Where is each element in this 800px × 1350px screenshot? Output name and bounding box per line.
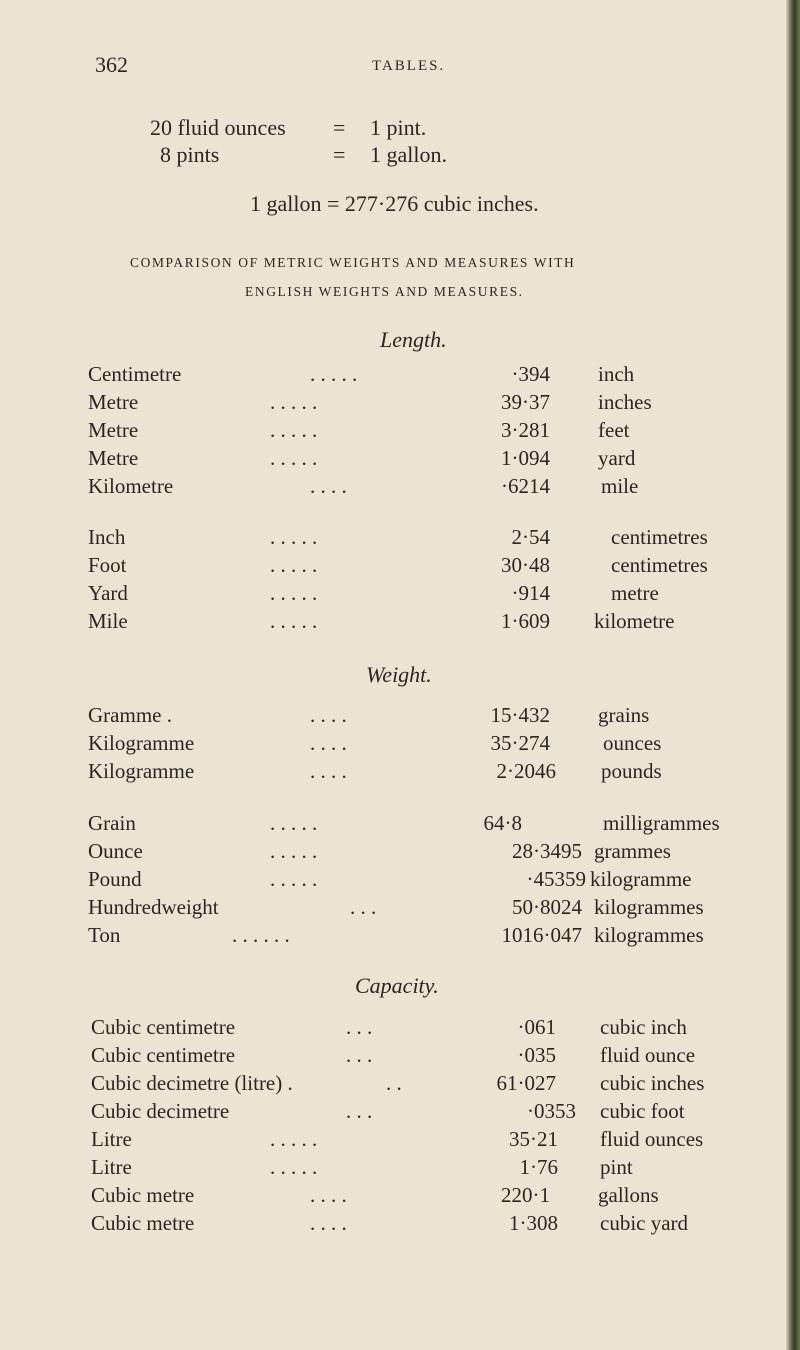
leader-dots: . . . . . — [270, 418, 318, 442]
leader-dots: . . . . . — [310, 362, 358, 386]
measure-value: 1016·047 — [501, 923, 582, 947]
equals-sign: = — [333, 142, 346, 167]
leader-dots: . . . . — [310, 703, 347, 727]
measure-value: 30·48 — [501, 553, 550, 577]
leader-dots: . . . . . — [270, 1127, 318, 1151]
leader-dots: . . . . . — [270, 446, 318, 470]
leader-dots: . . . . — [310, 1183, 347, 1207]
measure-value: 50·8024 — [512, 895, 582, 919]
measure-name: Pound — [88, 867, 142, 891]
measure-name: Cubic centimetre — [91, 1015, 236, 1039]
measure-name: Litre — [91, 1155, 132, 1179]
measure-name: Metre — [88, 446, 139, 470]
leader-dots: . . . . . — [270, 525, 318, 549]
measure-name: Gramme . — [88, 703, 172, 727]
section-title-capacity: Capacity. — [355, 973, 439, 998]
measure-value: 28·3495 — [512, 839, 582, 863]
leader-dots: . . . . . — [270, 553, 318, 577]
page-number: 362 — [95, 52, 128, 77]
leader-dots: . . — [386, 1071, 402, 1095]
measure-name: Cubic decimetre (litre) . — [91, 1071, 293, 1095]
measure-value: 1·76 — [519, 1155, 558, 1179]
leader-dots: . . . — [346, 1099, 373, 1123]
measure-value: ·035 — [517, 1043, 556, 1067]
measure-unit: centimetres — [611, 553, 708, 577]
leader-dots: . . . . . — [270, 867, 318, 891]
leader-dots: . . . . . — [270, 390, 318, 414]
equivalence-left: 20 fluid ounces — [150, 115, 286, 140]
measure-unit: grains — [598, 703, 650, 727]
measure-unit: metre — [611, 581, 659, 605]
measure-value: 3·281 — [501, 418, 550, 442]
measure-unit: fluid ounces — [600, 1127, 704, 1151]
measure-unit: cubic yard — [600, 1211, 689, 1235]
measure-name: Kilogramme — [88, 759, 195, 783]
measure-value: ·45359 — [526, 867, 586, 891]
measure-value: 2·2046 — [496, 759, 556, 783]
measure-name: Centimetre — [88, 362, 182, 386]
measure-unit: kilogramme — [590, 867, 692, 891]
measure-name: Inch — [88, 525, 126, 549]
leader-dots: . . . . . . — [232, 923, 290, 947]
measure-value: ·914 — [511, 581, 550, 605]
gallon-cubic-inches: 1 gallon = 277·276 cubic inches. — [250, 191, 539, 216]
leader-dots: . . . . — [310, 474, 347, 498]
measure-value: 35·274 — [490, 731, 550, 755]
measure-unit: cubic inches — [600, 1071, 705, 1095]
measure-name: Kilometre — [88, 474, 174, 498]
measure-value: ·061 — [517, 1015, 556, 1039]
measure-value: 1·308 — [509, 1211, 558, 1235]
measure-unit: kilogrammes — [594, 923, 704, 947]
measure-unit: kilogrammes — [594, 895, 704, 919]
equivalence-left: 8 pints — [160, 142, 220, 167]
measure-value: 15·432 — [490, 703, 550, 727]
measure-value: ·0353 — [527, 1099, 576, 1123]
leader-dots: . . . — [350, 895, 377, 919]
measure-unit: ounces — [603, 731, 662, 755]
measure-unit: pounds — [601, 759, 662, 783]
measure-unit: inch — [598, 362, 635, 386]
measure-unit: gallons — [598, 1183, 659, 1207]
equivalence-right: 1 pint. — [370, 115, 427, 140]
leader-dots: . . . . . — [270, 581, 318, 605]
measure-value: 1·094 — [501, 446, 550, 470]
measure-value: 1·609 — [501, 609, 550, 633]
measure-name: Litre — [91, 1127, 132, 1151]
measure-name: Ounce — [88, 839, 143, 863]
measure-value: 39·37 — [501, 390, 550, 414]
measure-name: Metre — [88, 390, 139, 414]
measure-name: Cubic centimetre — [91, 1043, 236, 1067]
measure-unit: milligrammes — [603, 811, 720, 835]
leader-dots: . . . . . — [270, 839, 318, 863]
measure-unit: yard — [598, 446, 636, 470]
measure-value: 64·8 — [483, 811, 522, 835]
section-title-weight: Weight. — [366, 662, 432, 687]
page-edge — [786, 0, 800, 1350]
measure-name: Metre — [88, 418, 139, 442]
measure-value: 61·027 — [496, 1071, 556, 1095]
measure-unit: fluid ounce — [600, 1043, 696, 1067]
section-title-length: Length. — [380, 327, 447, 352]
running-head: TABLES. — [372, 58, 446, 74]
measure-unit: inches — [598, 390, 652, 414]
equivalence-right: 1 gallon. — [370, 142, 447, 167]
leader-dots: . . . . — [310, 759, 347, 783]
comparison-heading-line-1: COMPARISON OF METRIC WEIGHTS AND MEASURES WITH — [130, 255, 576, 270]
measure-name: Yard — [88, 581, 128, 605]
measure-unit: feet — [598, 418, 630, 442]
measure-name: Cubic decimetre — [91, 1099, 230, 1123]
leader-dots: . . . . . — [270, 609, 318, 633]
measure-unit: pint — [600, 1155, 633, 1179]
measure-name: Grain — [88, 811, 136, 835]
measure-unit: cubic foot — [600, 1099, 685, 1123]
measure-value: 2·54 — [511, 525, 550, 549]
measure-name: Cubic metre — [91, 1211, 195, 1235]
measure-name: Kilogramme — [88, 731, 195, 755]
measure-value: 35·21 — [509, 1127, 558, 1151]
leader-dots: . . . . — [310, 1211, 347, 1235]
leader-dots: . . . . . — [270, 1155, 318, 1179]
measure-unit: centimetres — [611, 525, 708, 549]
leader-dots: . . . — [346, 1043, 373, 1067]
measure-name: Hundredweight — [88, 895, 219, 919]
leader-dots: . . . — [346, 1015, 373, 1039]
measure-unit: grammes — [594, 839, 671, 863]
measure-value: 220·1 — [501, 1183, 550, 1207]
measure-name: Cubic metre — [91, 1183, 195, 1207]
measure-name: Mile — [88, 609, 128, 633]
leader-dots: . . . . — [310, 731, 347, 755]
measure-unit: mile — [601, 474, 639, 498]
measure-value: ·6214 — [501, 474, 550, 498]
equals-sign: = — [333, 115, 346, 140]
measure-value: ·394 — [511, 362, 550, 386]
measure-name: Ton — [88, 923, 121, 947]
measure-unit: kilometre — [594, 609, 675, 633]
comparison-heading-line-2: ENGLISH WEIGHTS AND MEASURES. — [245, 284, 524, 299]
leader-dots: . . . . . — [270, 811, 318, 835]
measure-name: Foot — [88, 553, 127, 577]
measure-unit: cubic inch — [600, 1015, 687, 1039]
